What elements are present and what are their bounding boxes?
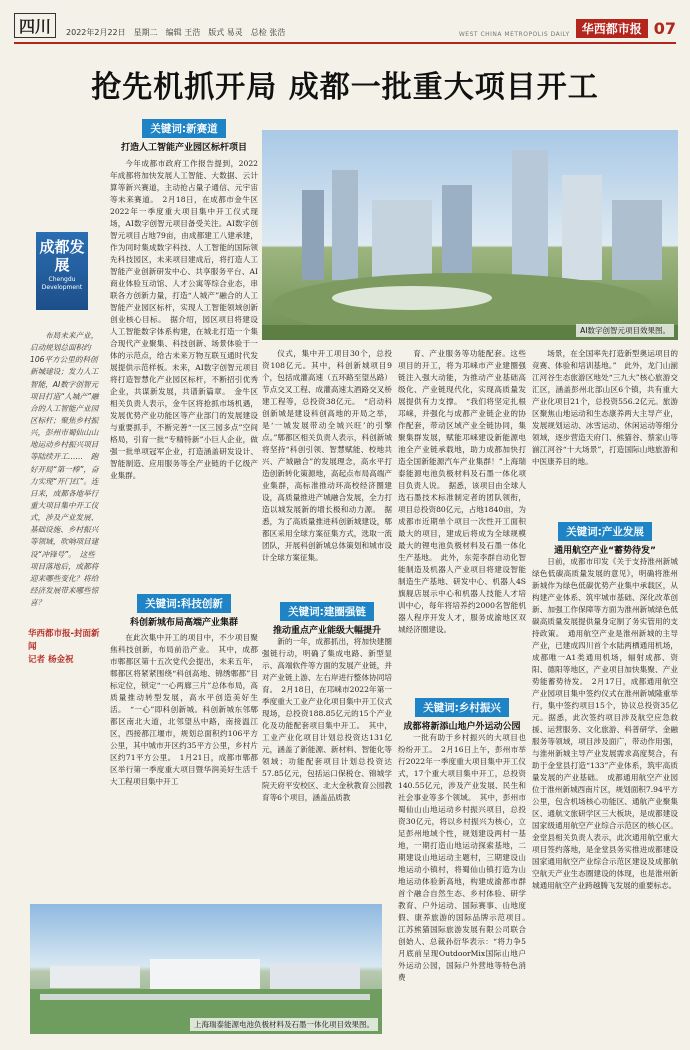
section-tag: 关键词:产业发展 xyxy=(558,522,652,541)
article-column-2a xyxy=(262,348,392,596)
section-subtitle: 打造人工智能产业园区标杆项目 xyxy=(120,143,247,153)
section-tag: 关键词:建圈强链 xyxy=(280,602,374,621)
section-subtitle: 通用航空产业“蓄势待发” xyxy=(554,546,656,556)
article-column-3b xyxy=(398,732,534,1040)
section-tag: 关键词:科技创新 xyxy=(137,594,231,613)
city-skyline-illustration xyxy=(262,130,678,340)
editor-credit: 编辑 王浩 xyxy=(165,28,201,37)
section-industry-label xyxy=(532,520,678,556)
section-tech-label xyxy=(110,592,258,628)
section-rural-label xyxy=(398,696,526,732)
section-tag: 关键词:乡村振兴 xyxy=(415,698,509,717)
article-text: 场景，在全国率先打造新型奥运项目的竞赛、体验和培训基地。” 此外，龙门山湔江河谷生态旅游区地处“三九大”核心旅游交汇区，涵盖彭州北部山区6个镇，共有重大产业化项目21个，总投资556.2亿元。旅游区聚焦山地运动和生态康养两大主导产业，发展规划运动、冰雪运动、休闲运动等细分领域，逐步营造天府门、熊猫谷、蔡家山等湔江河谷“十大场景”，打造国际山地旅游和中医康养目的地。 xyxy=(532,349,678,466)
article-column-4a xyxy=(532,348,678,510)
article-text: 新的一年，成都抓出，将加快建圈强链行动，明确了集成电路、新型显示、高端软件等方面的发展产业链，并对产业链上游、左右岸进行整体协同培育。 2月18日，在邛崃市2022年第一季度重大工业产业化项目集中开工仪式现场，总投资188.85亿元的15个产业化及功能配套项目集中开工。 其中，工业产业化项目计划总投资达131亿元，涵盖了新能源、新材料、智能化等领域；功能配套项目计划总投资达57.85亿元，包括运口保税仓、锦城学院天府平安校区、北大金秋教育公园教育等6个项目，涵盖品质教 xyxy=(262,637,392,802)
section-subtitle: 成都将新添山地户外运动公园 xyxy=(403,722,521,732)
section-tag: 关键词:新赛道 xyxy=(142,119,225,138)
designer-credit: 版式 易灵 xyxy=(208,28,243,37)
article-text: 今年成都市政府工作报告提到，2022年成都将加快发展人工智能、大数据、云计算等新兴赛道，主动抢占量子通信、元宇宙等未来赛道。 2月18日，在成都市金牛区2022年一季度重大项目集中开工仪式现场，AI数字创智元项目备受关注。AI数字创智元项目占地79亩，由成都建工八建承建，作为同时集成数字科技、人工智能的国际领先科技园区，未来项目建成后，将打造人工智能产业创新研发中心、共享服务平台、AI商业体验互动馆、人才公寓等综合业态，串联各方创新力量，打造“人城产”融合的人工智能产业园区标杆，实现人工智能领域创新创业核心目标。 据介绍，园区项目将建设人工智能数字体系构建，在城北打造一个集合现代产业聚集、科技创新、场景体验于一体的示范点，给古未来万物互联互通时代发展提供示范样板。未来，AI数字创智元项目将打造智慧化产业园区标杆，不断招引优秀企业，共谋新发展，共谱新篇章。 金牛区相关负责人表示，金牛区将抢抓市场机遇，发展优势产业功能区等产业部门的发展建设与重要抓手，不断完善“一区三园多点”空间格局，引育一批“专精特新”小巨人企业，做强一批单项冠军企业，打造涵盖研发设计、智能制造、应用服务等全产业链的千亿级产业集群。 xyxy=(110,159,258,480)
page-header xyxy=(14,18,676,44)
issue-weekday: 星期二 xyxy=(133,28,158,37)
article-column-2b xyxy=(262,636,392,898)
newspaper-logo: 华西都市报 xyxy=(576,19,648,38)
ai-park-rendering xyxy=(262,130,678,340)
badge-subtitle: Chengdu Development xyxy=(41,276,83,291)
badge-title: 成都发展 xyxy=(39,238,85,274)
chengdu-development-badge xyxy=(36,232,88,310)
article-text: 一批有助于乡村振兴的大项目也纷纷开工。 2月16日上午，彭州市举行2022年一季度重大项目集中开工仪式，17个重大项目集中开工，总投资140.55亿元，涉及产业发展、民生和社会事业等多个领域。 其中，彭州市蜀仙山山地运动乡村振兴项目，总投资30亿元，将以乡村振兴为核心，立足彭州地域个性，规划建设两村一基地，一期打造山地运动探索基地，二期建设山地运动主题村，三期建设山地运动小镇村，将蜀仙山镇打造为山地运动体验新高地，构建成渝都市群首个融合自然生态、乡村体验、研学教育、户外运动、国际赛事、山地度假、康养旅游的国际品牌示范项目。 江苏熊猫国际旅游发展有限公司联合创始人、总裁孙衍华表示：“将力争5月底前呈现OutdoorMix国际山地户外运动公园，国际户外营地等特色消费 xyxy=(398,733,534,982)
byline-outlet: 华西都市报-封面新闻 xyxy=(28,629,100,652)
section-new-track-label xyxy=(110,117,258,153)
article-text: 仪式，集中开工项目30个，总投资108亿元。其中，科创新城项目9个，包括成灌高速（五环路至望丛路）节点交叉工程、成灌高速太酒路交叉桥建工程等，总投资38亿元。 “启动科创新城是建设科创高地的开局之举，是‘一城发展带动全城兴旺’的引擎点。”郫都区相关负责人表示，科创新城将坚持“科创引领、智慧赋能、校地共兴、产城融合”的发展理念，高水平打造创新转化策源地，高起点布局高端产业集群，高标准推动环高校经济圈建设，高质量推进产城融合发展，全力打造以城发展新的增长极和动力源。 据悉，为了高质量推进科创新城建设，郫都区采用全球方案征集方式，选取一流团队，开展科创新城总体策划和城市设计全球方案征集。 xyxy=(262,349,392,562)
section-label: 四川 xyxy=(14,13,56,38)
byline xyxy=(28,628,108,666)
factory-illustration xyxy=(30,904,382,1034)
byline-reporter: 记者 杨金祝 xyxy=(28,654,74,665)
page-number: 07 xyxy=(653,19,676,38)
headline: 抢先机抓开局 成都一批重大项目开工 xyxy=(91,70,599,105)
header-meta xyxy=(66,27,285,38)
proofreader-credit: 总检 张浩 xyxy=(250,28,286,37)
section-subtitle: 推动重点产业能级大幅提升 xyxy=(272,626,381,636)
article-column-4b xyxy=(532,556,678,1040)
top-photo-caption: AI数字创智元项目效果图。 xyxy=(576,324,674,337)
battery-plant-rendering xyxy=(30,904,382,1034)
section-subtitle: 科创新城布局高端产业集群 xyxy=(129,618,238,628)
article-column-1b xyxy=(110,632,258,890)
article-text: 日前，成都市印发《关于支持淮州新城绿色低碳高质量发展的意见》，明确将淮州新城作为绿色低碳优势产业集中承载区，从构建产业体系、筑牢城市基础、深化改革创新、加强工作保障等方面为淮州新城绿色低碳高质量发展提供量身定制了务实管用的支持政策。 通用航空产业是淮州新城的主导产业，已建成四川首个水陆两栖通用机场，成都唯一A1类通用机场，辐射成都、资阳、德阳等地区，产业项目加快集聚、产业势能蓄势待发。 2月17日，成都通用航空产业园项目集中签约仪式在淮州新城隆重举行，集中签约项目15个，协议总投资35亿元。据悉，此次签约项目涉及航空应急救援、运营服务、文化旅游、科普研学、金融服务等领域，项目涉及面广，带动作用强，与淮州新城主导产业发展需求高度契合，有助于金堂县打造“133”产业体系，筑牢高质量发展的产业基础。 成都通用航空产业园位于淮州新城西南片区，规划面积7.94平方公里，包含机场核心功能区、通航产业聚集区、通航文旅研学区三大板块，是成都建设国家级通用航空产业综合示范区的核心区。金堂县相关负责人表示，此次通用航空重大项目签约落地，是金堂县务实推进成都建设国家通用航空产业综合示范区建设及成都航空航天产业生态圈建设的体现，也是淮州新城通用航空产业跨越腾飞发展的重要标志。 xyxy=(532,557,678,890)
newspaper-english-name: WEST CHINA METROPOLIS DAILY xyxy=(458,31,570,38)
article-column-3a xyxy=(398,348,526,686)
bottom-photo-caption: 上海瑞泰能源电池负极材料及石墨一体化项目效果图。 xyxy=(190,1018,378,1031)
article-text: 在此次集中开工的项目中，不少项目聚焦科技创新，布局前沿产业。 其中，成都市郫都区第十五次党代会提出，未来五年，郫都区将紧紧围绕“科创高地、锦绣郫都”目标定位，锁定“一心两廊三片”总体布局，高质量推动转型发展，高水平创造美好生活。 “一心”即科创新城。科创新城东邻郫都区南北大道，北邻望丛中路，南接温江区，西接都江堰市，规划总面积约106平方公里，其中城市开区约35平方公里，乡村片区约71平方公里。 1月21日，成都市郫都区举行第一季度重大项目暨华润美好生活千大工程项目集中开工 xyxy=(110,633,258,786)
article-column-1a xyxy=(110,158,258,586)
section-chain-label xyxy=(262,600,392,636)
issue-date: 2022年2月22日 xyxy=(66,28,126,37)
article-text: 育、产业服务等功能配套。这些项目的开工，将为邛崃市产业建圈强链注入强大动能，为推动产业基础高级化、产业链现代化，实现高质量发展提供有力支撑。 “我们将坚定扎根邛崃，并强化与成都产业链企业的协作配套，带动区域产业全链协同，集聚集群发展，赋能邛崃建设新能源电池全产业链承载地，助力成都加快打造全国新能源汽车产业集群！”上海瑞泰能源电池负极材料及石墨一体化项目负责人说。 据悉，该项目由全球人选石墨技术标准制定者的团队领衔，项目总投资80亿元，占地1840亩，为成都市近期单个项目一次性开工面积最大的项目，建成后将成为全球规模最大的锂电池负极材料及石墨一体化生产基地。 此外，东莞李群自动化智能制造及机器人产业项目将建设智能制造生产基地、研发中心、机器人4S旗舰店展示中心和机器人技能人才培训中心，每年将培养约2000名智能机器人程序开发人才，服务成渝地区双城经济圈建设。 xyxy=(398,349,526,634)
lead-paragraph: 布局未来产业，启动规划总面积约106平方公里的科创新城建设；发力人工智能，AI数字创智元项目打造“人城产”融合的人工智能产业园区标杆；聚焦乡村振兴，彭州市蜀仙山山地运动乡村振兴项目等陆续开工…… 跑好开局“第一棒”，奋力实现“开门红”。连日来，成都各地举行重大项目集中开工仪式，涉及产业发展、基础设施、乡村振兴等领域，吹响项目建设“冲锋号”。 这些项目落地后，成都将迎来哪些变化？将给经济发展带来哪些惊喜？ xyxy=(30,331,99,608)
